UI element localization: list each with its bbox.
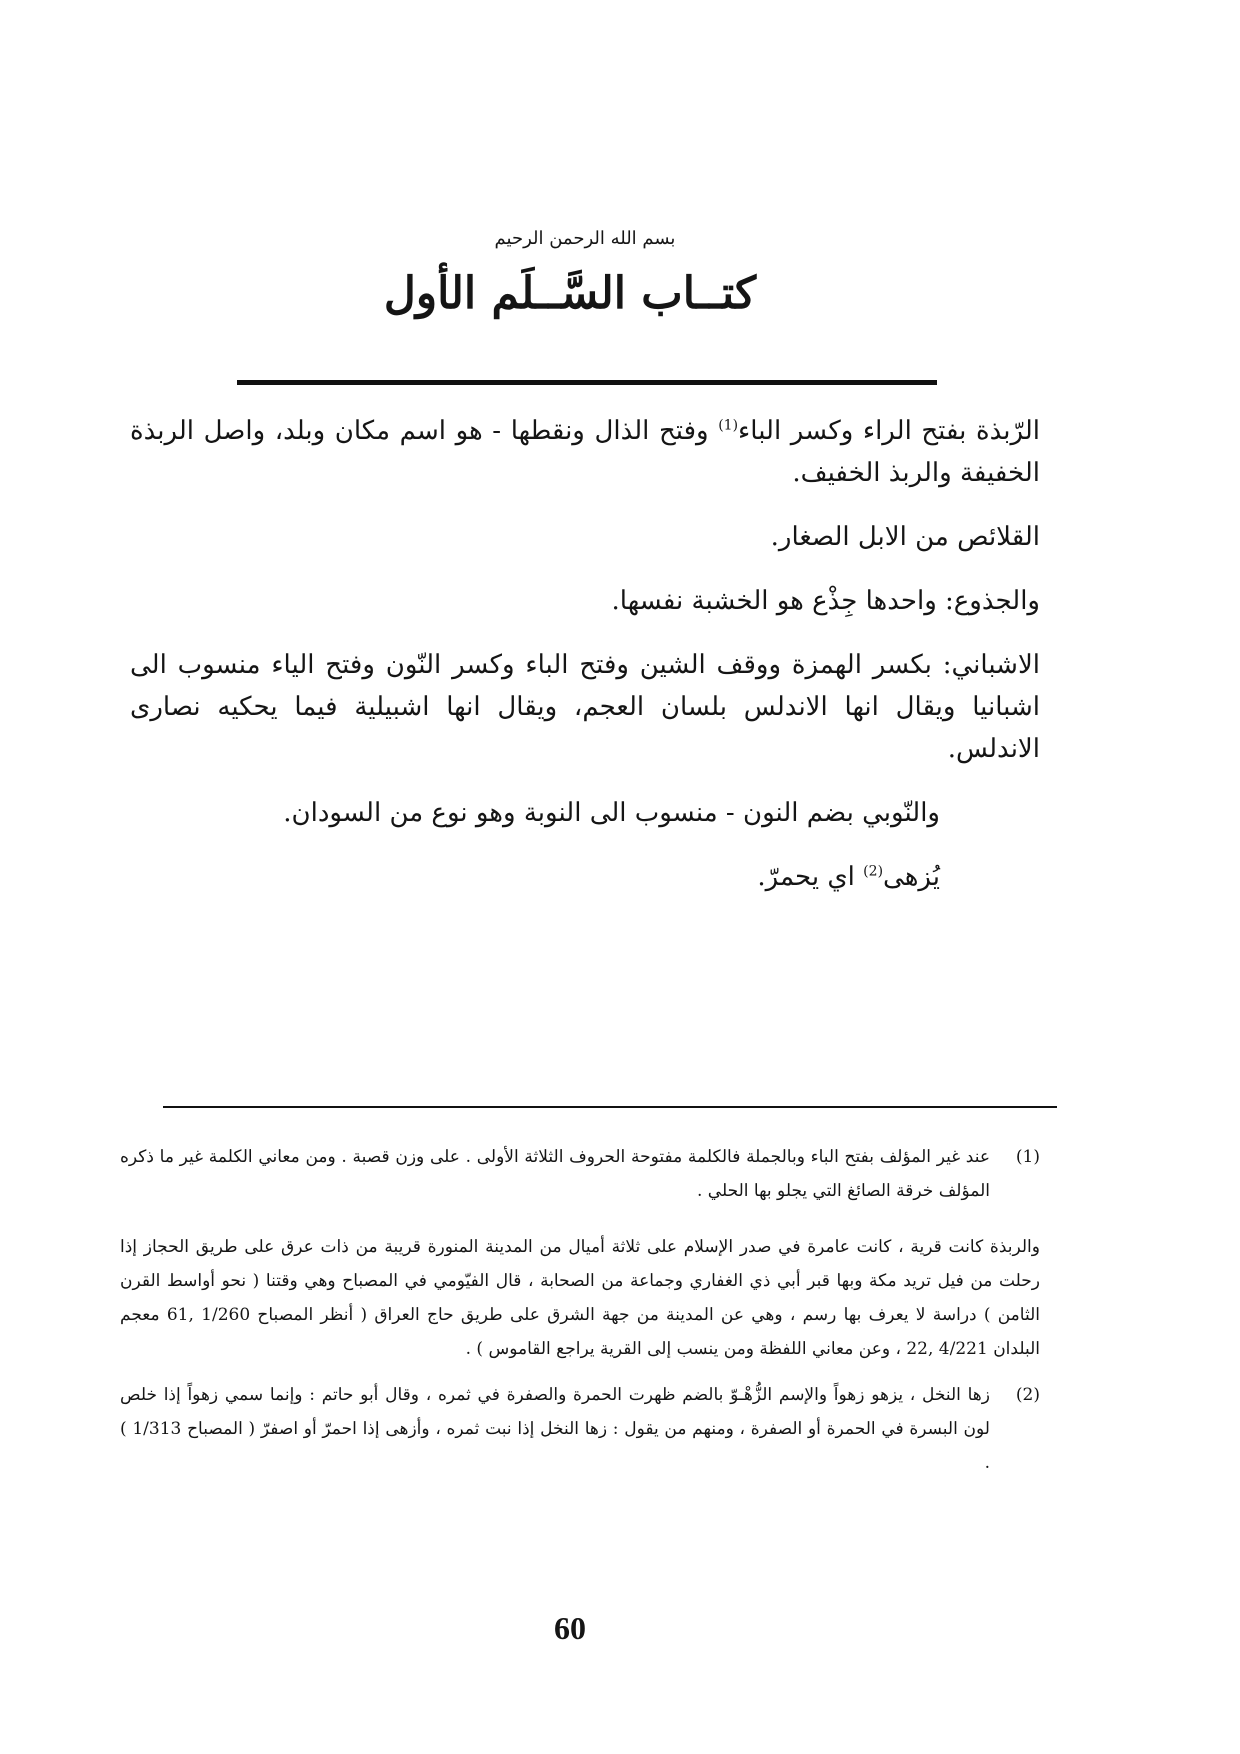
paragraph-rabadha — [130, 410, 1040, 494]
basmala: بسم الله الرحمن الرحيم — [494, 228, 676, 249]
footnote-divider — [163, 1106, 1057, 1108]
paragraph-yuzha — [130, 856, 1040, 898]
paragraph-yuzha-end: اي يحمرّ. — [757, 862, 864, 892]
footnote-ref-1: (1) — [718, 417, 739, 434]
footnote-1-continuation: والربذة كانت قرية ، كانت عامرة في صدر الإسلام على ثلاثة أميال من المدينة المنورة قريبة من ذات عرق على طريق الحجاز إذا رحلت من فيل تريد مكة وبها قبر أبي ذي الغفاري وجماعة من الصحابة ، قال الفيّومي في المصباح وهي وقتنا ( نحو أواسط القرن الثامن ) دراسة لا يعرف بها رسم ، وهي عن المدينة من جهة الشرق على طريق حاج العراق ( أنظر المصباح 1/260 ,61 معجم البلدان 4/221 ,22 ، وعن معاني اللفظة ومن ينسب إلى القرية يراجع القاموس ) . — [120, 1237, 1041, 1359]
footnote-1-text: عند غير المؤلف بفتح الباء وبالجملة فالكلمة مفتوحة الحروف الثلاثة الأولى . على وزن قصبة . ومن معاني الكلمة غير ما ذكره المؤلف خرقة الصائغ التي يجلو بها الحلي . — [120, 1147, 990, 1201]
footnote-2-body — [120, 1378, 990, 1490]
paragraph-nubi: والنّوبي بضم النون - منسوب الى النوبة وهو نوع من السودان. — [283, 798, 940, 828]
footnote-1-number: (1) — [1015, 1147, 1040, 1167]
footnote-2-number: (2) — [1015, 1385, 1040, 1405]
paragraph-rabadha-start: الرّبذة بفتح الراء وكسر الباء — [738, 416, 1040, 446]
paragraph-qalais: القلائص من الابل الصغار. — [770, 522, 1040, 552]
footnote-2-text: زها النخل ، يزهو زهواً والإسم الزُّهْـوّ بالضم ظهرت الحمرة والصفرة في ثمره ، وقال أبو حاتم : وإنما سمي زهواً إذا خلص لون البسرة في الحمرة أو الصفرة ، ومنهم من يقول : زها النخل إذا نبت ثمره ، وأزهى إذا احمرّ أو اصفرّ ( المصباح 1/313 ) . — [120, 1385, 990, 1473]
paragraph-judhu: والجذوع: واحدها جِذْع هو الخشبة نفسها. — [611, 586, 1040, 616]
paragraph-rabadha-end: وفتح الذال ونقطها - هو اسم مكان وبلد، واصل الربذة الخفيفة والربذ الخفيف. — [130, 416, 1040, 488]
main-text — [130, 410, 1040, 920]
footnote-1-body — [120, 1140, 990, 1218]
title-divider — [237, 380, 937, 385]
page-number: 60 — [554, 1610, 586, 1646]
chapter-title: كتــاب السَّــلَم الأول — [383, 268, 757, 319]
footnotes — [120, 1140, 1040, 1502]
footnote-ref-2: (2) — [863, 863, 884, 880]
paragraph-yuzha-start: يُزهى — [883, 862, 940, 892]
footnote-2 — [120, 1378, 1040, 1490]
footnote-1 — [120, 1140, 1040, 1218]
paragraph-ishbani: الاشباني: بكسر الهمزة ووقف الشين وفتح الباء وكسر النّون وفتح الياء منسوب الى اشبانيا ويقال انها الاندلس بلسان العجم، ويقال انها اشبيلية فيما يحكيه نصارى الاندلس. — [130, 650, 1040, 764]
